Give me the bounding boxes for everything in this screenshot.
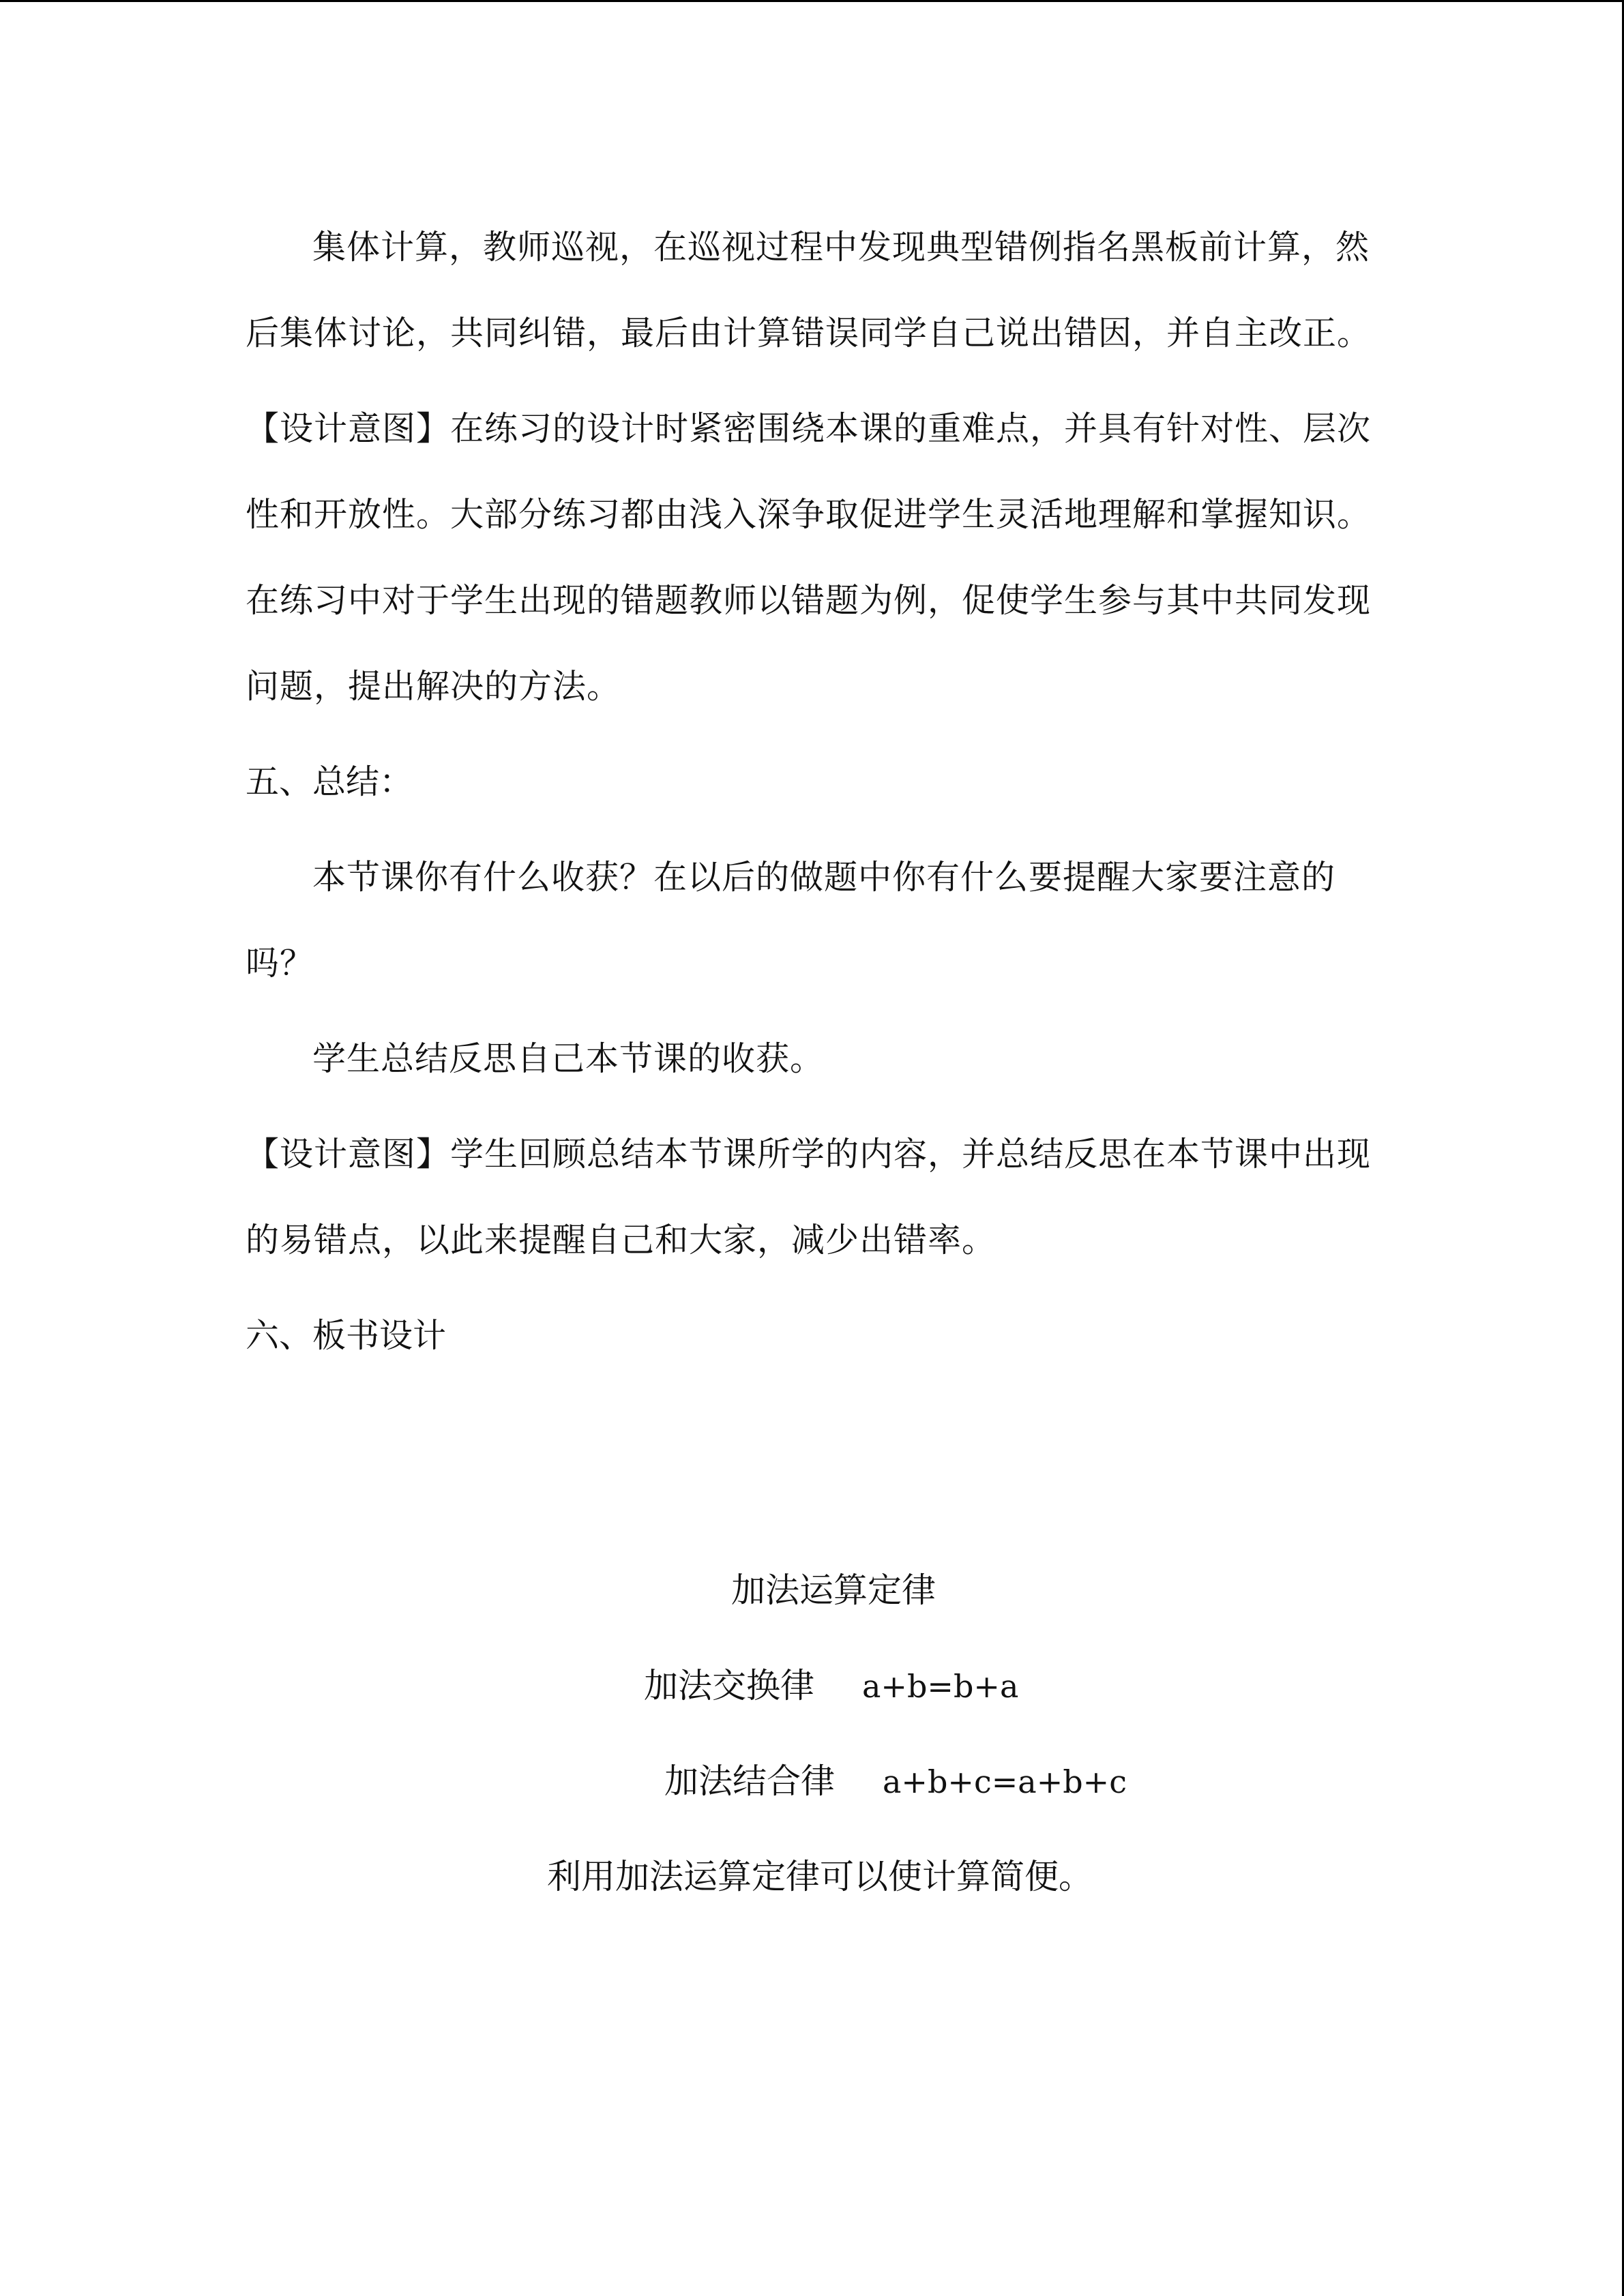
page-border-top: [0, 0, 1624, 2]
board-law-associative: [664, 1761, 1127, 1802]
paragraph-design-intent-practice: 【设计意图】在练习的设计时紧密围绕本课的重难点，并具有针对性、层次性和开放性。大部分练习都由浅入深争取促进学生灵活地理解和掌握知识。在练习中对于学生出现的错题教师以错题为例，促使学生参与其中共同发现问题，提出解决的方法。: [246, 409, 1372, 706]
board-law-commutative: [644, 1665, 1018, 1707]
board-title: 加法运算定律: [731, 1570, 936, 1610]
commutative-law-name: 加法交换律: [644, 1666, 814, 1705]
document-body: [246, 205, 1378, 1379]
commutative-law-formula: a+b=b+a: [862, 1668, 1019, 1705]
section-heading-board-design: 六、板书设计: [246, 1316, 447, 1355]
board-conclusion: 利用加法运算定律可以使计算简便。: [547, 1857, 1093, 1896]
paragraph-summary-question: 本节课你有什么收获？在以后的做题中你有什么要提醒大家要注意的吗？: [246, 858, 1336, 983]
paragraph-student-reflection: 学生总结反思自己本节课的收获。: [312, 1039, 825, 1078]
paragraph-practice-process: 集体计算，教师巡视，在巡视过程中发现典型错例指名黑板前计算，然后集体讨论，共同纠错，最后由计算错误同学自己说出错因，并自主改正。: [246, 228, 1372, 353]
associative-law-name: 加法结合律: [664, 1761, 835, 1801]
associative-law-formula: a+b+c=a+b+c: [883, 1763, 1127, 1800]
section-heading-summary: 五、总结：: [246, 762, 413, 801]
paragraph-design-intent-summary: 【设计意图】学生回顾总结本节课所学的内容，并总结反思在本节课中出现的易错点，以此来提醒自己和大家，减少出错率。: [246, 1135, 1372, 1259]
